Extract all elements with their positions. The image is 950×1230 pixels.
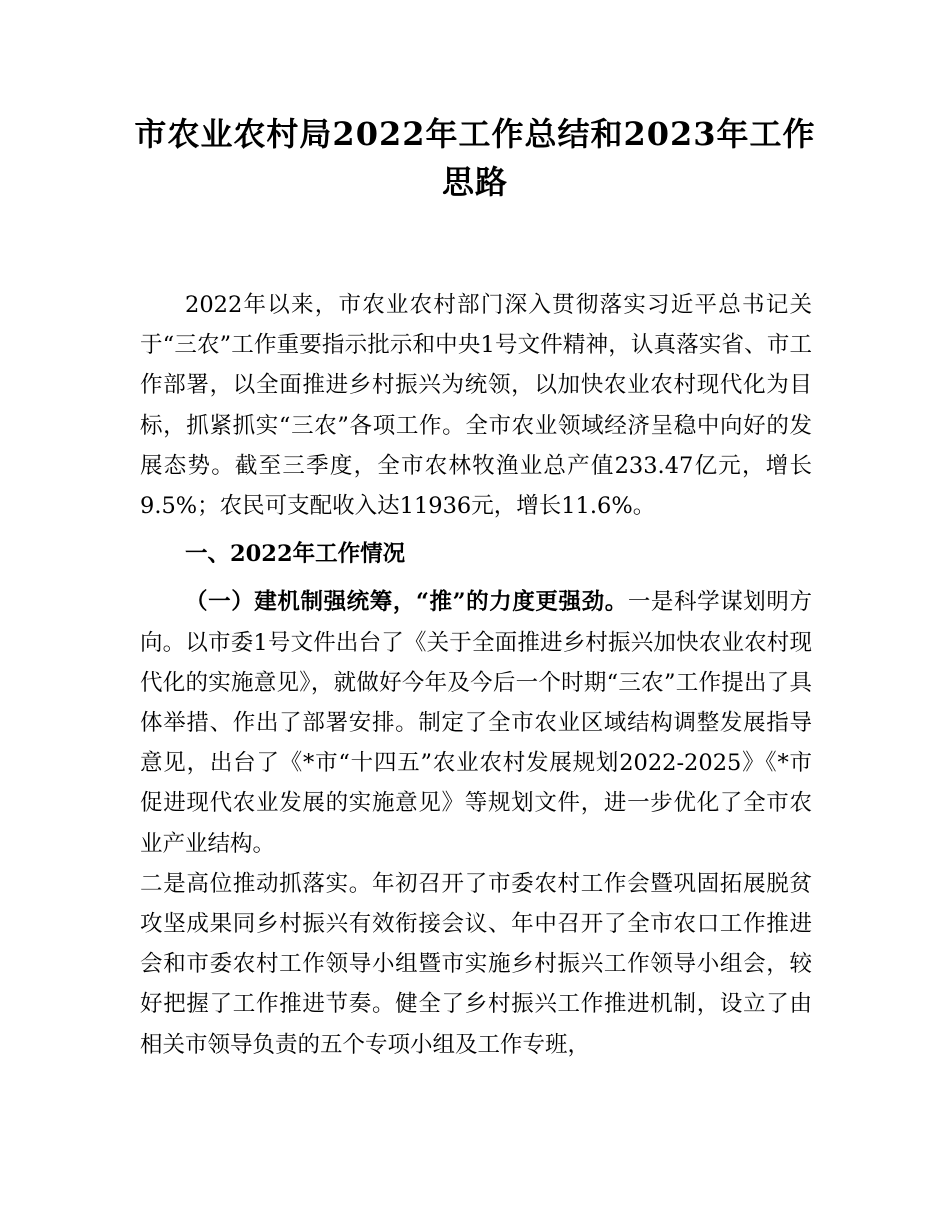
intro-paragraph: 2022年以来，市农业农村部门深入贯彻落实习近平总书记关于“三农”工作重要指示批示和中央1号文件精神，认真落实省、市工作部署，以全面推进乡村振兴为统领，以加快农业农村现代化为目标，抓紧抓实“三农”各项工作。全市农业领域经济呈稳中向好的发展态势。截至三季度，全市农林牧渔业总产值233.47亿元，增长9.5%；农民可支配收入达11936元，增长11.6%。 — [140, 292, 812, 520]
subsection-text-a: 一是科学谋划明方向。以市委1号文件出台了《关于全面推进乡村振兴加快农业农村现代化的实施意见》，就做好今年及今后一个时期“三农”工作提出了具体举措、作出了部署安排。制定了全市农业区域结构调整发展指导意见，出台了《*市“十四五”农业农村发展规划2022-2025》《*市促进现代农业发展的实施意见》等规划文件，进一步优化了全市农业产业结构。 — [140, 589, 812, 857]
subsection-lead: （一）建机制强统筹，“推”的力度更强劲。 — [185, 589, 628, 616]
subsection-paragraph-continued: 二是高位推动抓落实。年初召开了市委农村工作会暨巩固拓展脱贫攻坚成果同乡村振兴有效衔接会议、年中召开了全市农口工作推进会和市委农村工作领导小组暨市实施乡村振兴工作领导小组会，较好把握了工作推进节奏。健全了乡村振兴工作推进机制，设立了由相关市领导负责的五个专项小组及工作专班， — [140, 870, 812, 1058]
section-heading: 一、2022年工作情况 — [185, 541, 406, 568]
document-body — [140, 285, 812, 1065]
document-title: 市农业农村局2022年工作总结和2023年工作思路 — [134, 115, 816, 201]
subsection-paragraph — [140, 582, 812, 863]
